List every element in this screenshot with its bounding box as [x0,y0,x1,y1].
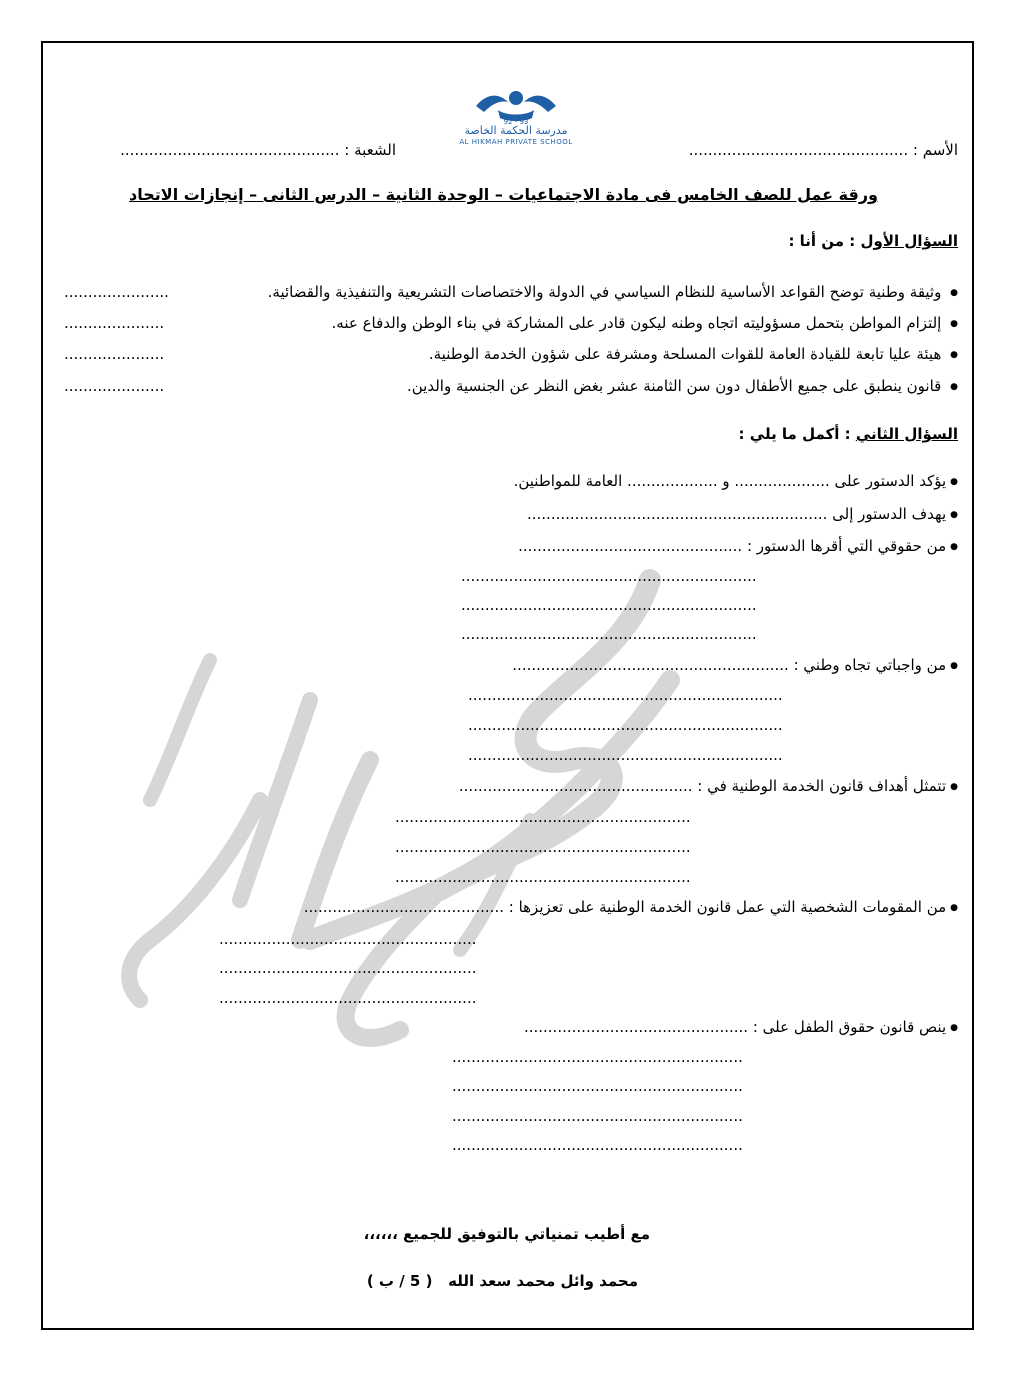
q2-item-1[interactable]: ● يؤكد الدستور على .................... و ................... العامة للمواطنين. [514,472,958,493]
q1-item-text: إلتزام المواطن بتحمل مسؤوليته اتجاه وطنه ليكون قادر على المشاركة في بناء الوطن والدفاع عنه. [331,314,942,332]
logo-year: 92 - 93 [503,118,529,126]
q1-item-3 [429,345,958,366]
teacher-name: محمد وائل محمد سعد الله [448,1272,638,1290]
q2-heading [739,425,958,443]
answer-line[interactable]: ............................................................. [452,1107,743,1125]
q2-item-2[interactable]: ● يهدف الدستور إلى ............................................................... [527,505,958,526]
answer-line[interactable]: .............................................................. [461,567,757,585]
answer-line[interactable]: .................................................................. [468,716,783,734]
q2-heading-label: السؤال الثاني [855,425,958,443]
answer-line[interactable]: .............................................................. [461,596,757,614]
q1-heading-label: السؤال الأول [860,232,958,250]
q2-heading-rest: : أكمل ما يلي : [738,425,856,443]
q1-answer-3[interactable]: ..................... [64,345,165,363]
q1-answer-1[interactable]: ...................... [64,283,169,301]
q2-item-3[interactable]: ● من حقوقي التي أقرها الدستور : ............................................... [518,537,958,558]
q2-item-4[interactable]: ● من واجباتي تجاه وطني : .......................................................... [512,656,958,677]
answer-line[interactable]: ............................................................. [452,1048,743,1066]
school-logo [436,86,596,148]
q1-item-text: قانون ينطبق على جميع الأطفال دون سن الثامنة عشر بغض النظر عن الجنسية والدين. [406,377,942,395]
answer-line[interactable]: ............................................................. [452,1077,743,1095]
section-field[interactable] [120,141,396,159]
section-dots: .............................................. [120,141,340,159]
name-label: الأسم : [912,141,958,159]
answer-line[interactable]: .............................................................. [395,808,691,826]
q1-answer-2[interactable]: ..................... [64,314,165,332]
q2-item-6[interactable]: ● من المقومات الشخصية التي عمل قانون الخدمة الوطنية على تعزيزها : .......................................... [304,898,958,919]
answer-line[interactable]: ...................................................... [219,989,477,1007]
teacher-signature [367,1272,638,1290]
q2-item-5[interactable]: ● تتمثل أهداف قانون الخدمة الوطنية في : ................................................. [459,777,958,798]
q1-item-2 [332,314,958,335]
answer-line[interactable]: ...................................................... [219,959,477,977]
q1-answer-4[interactable]: ..................... [64,377,165,395]
answer-line[interactable]: .............................................................. [395,838,691,856]
teacher-class: ( 5 / ب ) [366,1272,433,1290]
section-label: الشعبة : [344,141,396,159]
name-field[interactable] [689,141,958,159]
name-dots: .............................................. [688,141,909,159]
q1-item-1 [268,283,958,304]
answer-line[interactable]: .................................................................. [468,686,783,704]
page-title: ورقة عمل للصف الخامس فى مادة الاجتماعيات – الوحدة الثانية – الدرس الثانى – إنجازات الاتحاد [129,185,878,204]
q1-item-4 [407,377,958,398]
answer-line[interactable]: .............................................................. [395,868,691,886]
logo-text-english: AL HIKMAH PRIVATE SCHOOL [459,138,573,146]
q1-item-text: هيئة عليا تابعة للقيادة العامة للقوات المسلحة ومشرفة على شؤون الخدمة الوطنية. [428,345,942,363]
q1-heading [788,232,958,250]
logo-text-arabic: مدرسة الحكمة الخاصة [464,124,568,137]
answer-line[interactable]: ...................................................... [219,930,477,948]
answer-line[interactable]: .................................................................. [468,746,783,764]
q2-item-7[interactable]: ● ينص قانون حقوق الطفل على : ............................................... [524,1018,958,1039]
q1-item-text: وثيقة وطنية توضح القواعد الأساسية للنظام السياسي في الدولة والاختصاصات التشريعية والتنفيذية والقضائية. [267,283,942,301]
closing-wishes: مع أطيب تمنياتي بالتوفيق للجميع ،،،،،، [363,1225,650,1243]
logo-emblem-icon [436,86,596,126]
answer-line[interactable]: ............................................................. [452,1136,743,1154]
q1-heading-rest: : من أنا : [788,232,861,250]
answer-line[interactable]: .............................................................. [461,625,757,643]
